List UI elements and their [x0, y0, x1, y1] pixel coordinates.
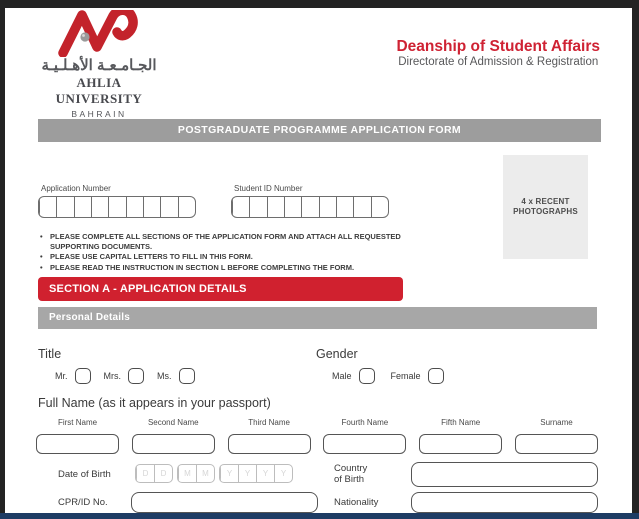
student-id-label: Student ID Number: [234, 184, 303, 193]
gender-option: [391, 368, 444, 384]
name-field-label: Fifth Name: [441, 418, 481, 427]
gender-option-checkbox[interactable]: [359, 368, 375, 384]
gender-option-label: Male: [332, 371, 352, 381]
title-option-label: Mr.: [55, 371, 68, 381]
name-field-input[interactable]: [228, 434, 311, 454]
title-options: [55, 368, 195, 384]
application-number-cell[interactable]: [108, 197, 125, 217]
name-column: [132, 418, 215, 454]
deanship-subtitle: Directorate of Admission & Registration: [398, 56, 599, 68]
dob-year-cell[interactable]: Y: [238, 465, 256, 482]
name-field-label: First Name: [57, 418, 98, 427]
country-label-line2: of Birth: [334, 474, 365, 485]
name-column: [515, 418, 598, 454]
gender-option: [332, 368, 375, 384]
country-label-line1: Country: [334, 463, 368, 474]
instruction-text: PLEASE READ THE INSTRUCTION IN SECTION L BEFORE COMPLETING THE FORM.: [50, 262, 355, 272]
dob-year-cell[interactable]: Y: [220, 465, 238, 482]
name-field-label: Second Name: [147, 418, 199, 427]
instruction-text: PLEASE USE CAPITAL LETTERS TO FILL IN THIS FORM.: [50, 252, 253, 261]
title-option: [55, 368, 91, 384]
application-number-cell[interactable]: [143, 197, 160, 217]
cpr-label: CPR/ID No.: [58, 497, 108, 508]
photo-box-line1: 4 x RECENT: [521, 197, 570, 206]
dob-label: Date of Birth: [58, 469, 111, 480]
application-number-cells[interactable]: [38, 196, 196, 218]
application-number-label: Application Number: [41, 184, 111, 193]
bullet-icon: •: [40, 232, 43, 241]
dob-day-cell[interactable]: D: [154, 465, 172, 482]
photo-box-line2: PHOTOGRAPHS: [513, 207, 578, 216]
dob-year-group[interactable]: [219, 464, 293, 483]
name-field-input[interactable]: [515, 434, 598, 454]
bullet-icon: •: [40, 252, 43, 261]
section-a-banner: SECTION A - APPLICATION DETAILS: [38, 277, 403, 301]
dob-month-cell[interactable]: M: [196, 465, 214, 482]
cpr-input[interactable]: [131, 492, 318, 513]
dob-cell-groups: [135, 464, 293, 483]
photo-placeholder-box: [503, 155, 588, 259]
name-field-label: Fourth Name: [341, 418, 389, 427]
name-column: [419, 418, 502, 454]
student-id-cell[interactable]: [301, 197, 318, 217]
bullet-icon: •: [40, 262, 43, 272]
student-id-cell[interactable]: [267, 197, 284, 217]
logo-arabic-text: الجـامـعـة الأهـلـيـة: [41, 57, 157, 74]
application-number-cell[interactable]: [39, 197, 56, 217]
student-id-cell[interactable]: [232, 197, 249, 217]
instruction-item: [40, 263, 408, 273]
nationality-input[interactable]: [411, 492, 598, 513]
student-id-cell[interactable]: [249, 197, 266, 217]
dob-year-cell[interactable]: Y: [256, 465, 274, 482]
country-of-birth-input[interactable]: [411, 462, 598, 487]
title-option-label: Ms.: [157, 371, 172, 381]
ahlia-logo-icon: [58, 10, 140, 57]
application-number-cell[interactable]: [56, 197, 73, 217]
instruction-text: PLEASE COMPLETE ALL SECTIONS OF THE APPLICATION FORM AND ATTACH ALL REQUESTED SUPPORTING DOCUMENTS.: [50, 232, 401, 251]
title-field-label: Title: [38, 347, 62, 361]
student-id-cell[interactable]: [319, 197, 336, 217]
application-number-cell[interactable]: [74, 197, 91, 217]
nationality-label: Nationality: [334, 497, 379, 508]
deanship-header: [396, 38, 600, 69]
name-column: [228, 418, 311, 454]
name-field-input[interactable]: [132, 434, 215, 454]
gender-option-label: Female: [390, 371, 421, 381]
name-field-input[interactable]: [323, 434, 406, 454]
dob-month-group[interactable]: [177, 464, 215, 483]
title-option-label: Mrs.: [103, 371, 121, 381]
logo-dot: [80, 32, 89, 41]
full-name-grid: [36, 418, 598, 454]
gender-options: [332, 368, 444, 384]
dob-day-group[interactable]: [135, 464, 173, 483]
title-option: [157, 368, 195, 384]
gender-field-label: Gender: [316, 347, 358, 361]
form-title-banner: POSTGRADUATE PROGRAMME APPLICATION FORM: [38, 119, 601, 142]
instructions-list: [40, 232, 408, 273]
student-id-cell[interactable]: [284, 197, 301, 217]
dob-month-cell[interactable]: M: [178, 465, 196, 482]
instruction-item: [40, 252, 408, 262]
student-id-cells[interactable]: [231, 196, 389, 218]
name-column: [323, 418, 406, 454]
personal-details-bar: Personal Details: [38, 307, 597, 329]
instruction-item: [40, 232, 408, 251]
name-field-input[interactable]: [419, 434, 502, 454]
title-option-checkbox[interactable]: [128, 368, 144, 384]
title-option-checkbox[interactable]: [75, 368, 91, 384]
student-id-cell[interactable]: [371, 197, 388, 217]
deanship-title: Deanship of Student Affairs: [396, 38, 600, 55]
university-logo-block: [33, 10, 165, 119]
bottom-navy-strip: [0, 513, 639, 519]
name-field-label: Third Name: [248, 418, 290, 427]
name-column: [36, 418, 119, 454]
country-of-birth-label: [334, 463, 367, 485]
logo-university-name: AHLIA UNIVERSITY: [55, 75, 143, 106]
name-field-input[interactable]: [36, 434, 119, 454]
student-id-cell[interactable]: [353, 197, 370, 217]
gender-option-checkbox[interactable]: [428, 368, 444, 384]
application-number-cell[interactable]: [178, 197, 195, 217]
title-option: [104, 368, 145, 384]
dob-year-cell[interactable]: Y: [274, 465, 292, 482]
dob-day-cell[interactable]: D: [136, 465, 154, 482]
application-number-cell[interactable]: [91, 197, 108, 217]
full-name-label: Full Name (as it appears in your passport): [38, 396, 271, 410]
application-number-cell[interactable]: [160, 197, 177, 217]
logo-country: BAHRAIN: [71, 109, 127, 119]
title-option-checkbox[interactable]: [179, 368, 195, 384]
name-field-label: Surname: [540, 418, 573, 427]
student-id-cell[interactable]: [336, 197, 353, 217]
application-number-cell[interactable]: [126, 197, 143, 217]
